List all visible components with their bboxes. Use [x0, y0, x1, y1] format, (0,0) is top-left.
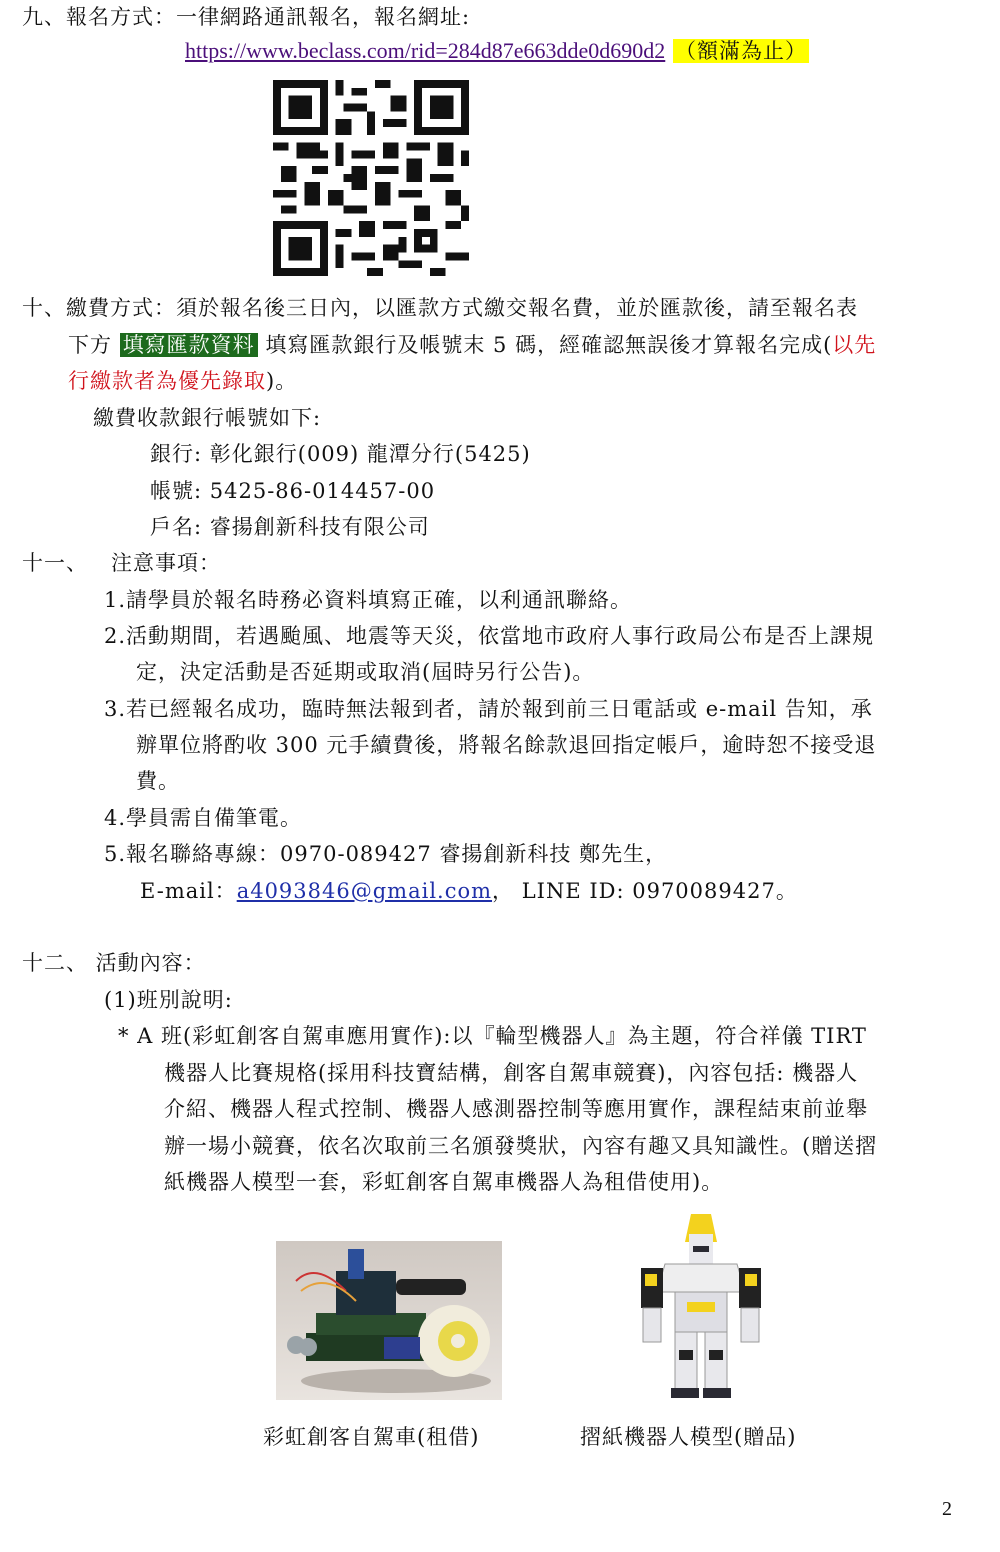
section11-heading: 十一、 注意事項：	[22, 551, 222, 575]
notice-item-2-line2: 定，決定活動是否延期或取消(屆時另行公告)。	[136, 660, 595, 684]
class-a-line1: * A 班(彩虹創客自駕車應用實作):以『輪型機器人』為主題，符合祥儀 TIRT	[118, 1024, 867, 1048]
class-a-line3: 介紹、機器人程式控制、機器人感測器控制等應用實作，課程結束前並舉	[164, 1097, 868, 1121]
robot-car-photo	[276, 1241, 502, 1400]
section12-heading: 十二、 活動內容：	[22, 951, 206, 975]
account-holder: 戶名: 睿揚創新科技有限公司	[150, 515, 430, 539]
line-id: ， LINE ID: 0970089427。	[492, 879, 798, 903]
notice-item-5-line1: 5.報名聯絡專線：0970-089427 睿揚創新科技 鄭先生，	[104, 842, 668, 866]
section10-line3-end: )。	[266, 369, 298, 393]
section10-line2-body: 填寫匯款銀行及帳號末 5 碼，經確認無誤後才算報名完成(	[265, 333, 833, 357]
class-a-line2: 機器人比賽規格(採用科技寶結構，創客自駕車競賽)，內容包括: 機器人	[164, 1061, 859, 1085]
notice-item-5-line2	[140, 876, 798, 906]
section10-line2-prefix: 下方	[68, 333, 112, 357]
notice-item-3-line3: 費。	[136, 769, 180, 793]
remittance-form-link[interactable]: 填寫匯款資料	[120, 333, 258, 357]
bank-name: 銀行: 彰化銀行(009) 龍潭分行(5425)	[150, 442, 531, 466]
class-a-line4: 辦一場小競賽，依名次取前三名頒發獎狀，內容有趣又具知識性。(贈送摺	[164, 1134, 878, 1158]
class-a-line5: 紙機器人模型一套，彩虹創客自駕車機器人為租借使用)。	[164, 1170, 724, 1194]
priority-note-part1: 以先	[832, 333, 877, 357]
quota-note: （額滿為止）	[674, 39, 807, 63]
notice-item-1: 1.請學員於報名時務必資料填寫正確，以利通訊聯絡。	[104, 588, 633, 612]
class-description-heading: (1)班別說明:	[104, 988, 233, 1012]
notice-item-2-line1: 2.活動期間，若遇颱風、地震等天災，依當地市政府人事行政局公布是否上課規	[104, 624, 875, 648]
qr-code-icon	[273, 80, 469, 276]
page-number: 2	[942, 1498, 952, 1520]
section9-line1: 九、報名方式：一律網路通訊報名，報名網址:	[22, 5, 471, 29]
bank-intro: 繳費收款銀行帳號如下:	[93, 406, 322, 430]
section10-line3	[68, 366, 297, 396]
email-link[interactable]: a4093846@gmail.com	[236, 879, 493, 903]
notice-item-4: 4.學員需自備筆電。	[104, 806, 303, 830]
caption-robot-car: 彩虹創客自駕車(租借)	[263, 1425, 480, 1449]
notice-item-3-line2: 辦單位將酌收 300 元手續費後，將報名餘款退回指定帳戶，逾時恕不接受退	[136, 733, 877, 757]
caption-paper-robot: 摺紙機器人模型(贈品)	[580, 1425, 797, 1449]
section9-url-row	[185, 36, 809, 66]
section10-line2	[68, 330, 876, 360]
bank-account: 帳號: 5425-86-014457-00	[150, 479, 436, 503]
section10-line1: 十、繳費方式：須於報名後三日內，以匯款方式繳交報名費，並於匯款後，請至報名表	[22, 296, 858, 320]
paper-robot-photo	[635, 1212, 767, 1402]
notice-item-3-line1: 3.若已經報名成功，臨時無法報到者，請於報到前三日電話或 e-mail 告知，承	[104, 697, 873, 721]
priority-note-part2: 行繳款者為優先錄取	[68, 369, 266, 393]
email-label: E-mail：	[140, 879, 237, 903]
registration-link[interactable]: https://www.beclass.com/rid=284d87e663dde0d690d2	[185, 38, 666, 63]
